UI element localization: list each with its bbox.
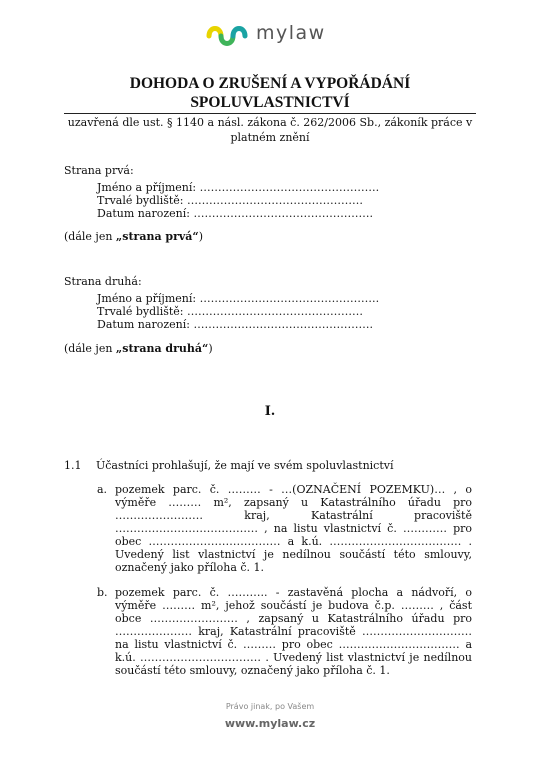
footer-url[interactable]: www.mylaw.cz	[224, 717, 316, 730]
logo-wave-icon	[206, 22, 254, 48]
party1-reference: (dále jen „strana prvá“)	[64, 230, 204, 243]
document-title	[40, 74, 500, 112]
mylaw-logo	[206, 20, 336, 50]
document-subtitle	[60, 115, 480, 145]
party2-address-field: Trvalé bydliště: …………………………………………	[97, 305, 364, 318]
party2-ref-name: „strana druhá“	[115, 342, 209, 355]
party1-heading: Strana prvá:	[64, 164, 134, 177]
party1-dob-field: Datum narození: ………………………………………….	[97, 207, 373, 220]
list-marker: b.	[97, 586, 108, 599]
title-line-2: SPOLUVLASTNICTVÍ	[190, 94, 350, 111]
list-item-text: pozemek parc. č. ……….. - zastavěná plocha a nádvoří, o výměře ……… m², jehož součástí je budova č.p. ……… , část obce …………………… , zapsaný u Katastrálního úřadu pro ………………… kraj, Katastrální pracoviště ………………………… na listu vlastnictví č. ……… pro obec …………………………… a k.ú. …………………………… . Uvedený list vlastnictví je nedílnou součástí této smlouvy, označený jako příloha č. 1.	[115, 586, 472, 677]
party2-heading: Strana druhá:	[64, 275, 142, 288]
list-marker: a.	[97, 483, 108, 496]
party1-address-field: Trvalé bydliště: …………………………………………	[97, 194, 364, 207]
party1-ref-name: „strana prvá“	[115, 230, 199, 243]
party1-name-field: Jméno a příjmení: ………………………………………….	[97, 181, 380, 194]
party2-dob-field: Datum narození: ………………………………………….	[97, 318, 373, 331]
title-line-1: DOHODA O ZRUŠENÍ A VYPOŘÁDÁNÍ	[129, 75, 411, 92]
clause-text: Účastníci prohlašují, že mají ve svém spoluvlastnictví	[96, 459, 394, 472]
subtitle-line-2: platném znění	[230, 131, 310, 144]
section-heading: I.	[264, 404, 276, 419]
title-divider	[64, 113, 476, 114]
clause-number: 1.1	[64, 459, 82, 472]
subtitle-line-1: uzavřená dle ust. § 1140 a násl. zákona č. 262/2006 Sb., zákoník práce v	[67, 116, 473, 129]
logo-wordmark: mylaw	[256, 22, 326, 44]
party2-name-field: Jméno a příjmení: ………………………………………….	[97, 292, 380, 305]
footer-tagline: Právo jinak, po Vašem	[225, 702, 315, 711]
list-item-text: pozemek parc. č. ……… - …(OZNAČENÍ POZEMKU)… , o výměře ……… m², zapsaný u Katastrálního úřadu pro …………………… kraj, Katastrální pracoviště ………………………………… , na listu vlastnictví č. ………… pro obec ……………………………… a k.ú. ……………………………… . Uvedený list vlastnictví je nedílnou součástí této smlouvy, označený jako příloha č. 1.	[115, 483, 472, 574]
party2-reference: (dále jen „strana druhá“)	[64, 342, 213, 355]
